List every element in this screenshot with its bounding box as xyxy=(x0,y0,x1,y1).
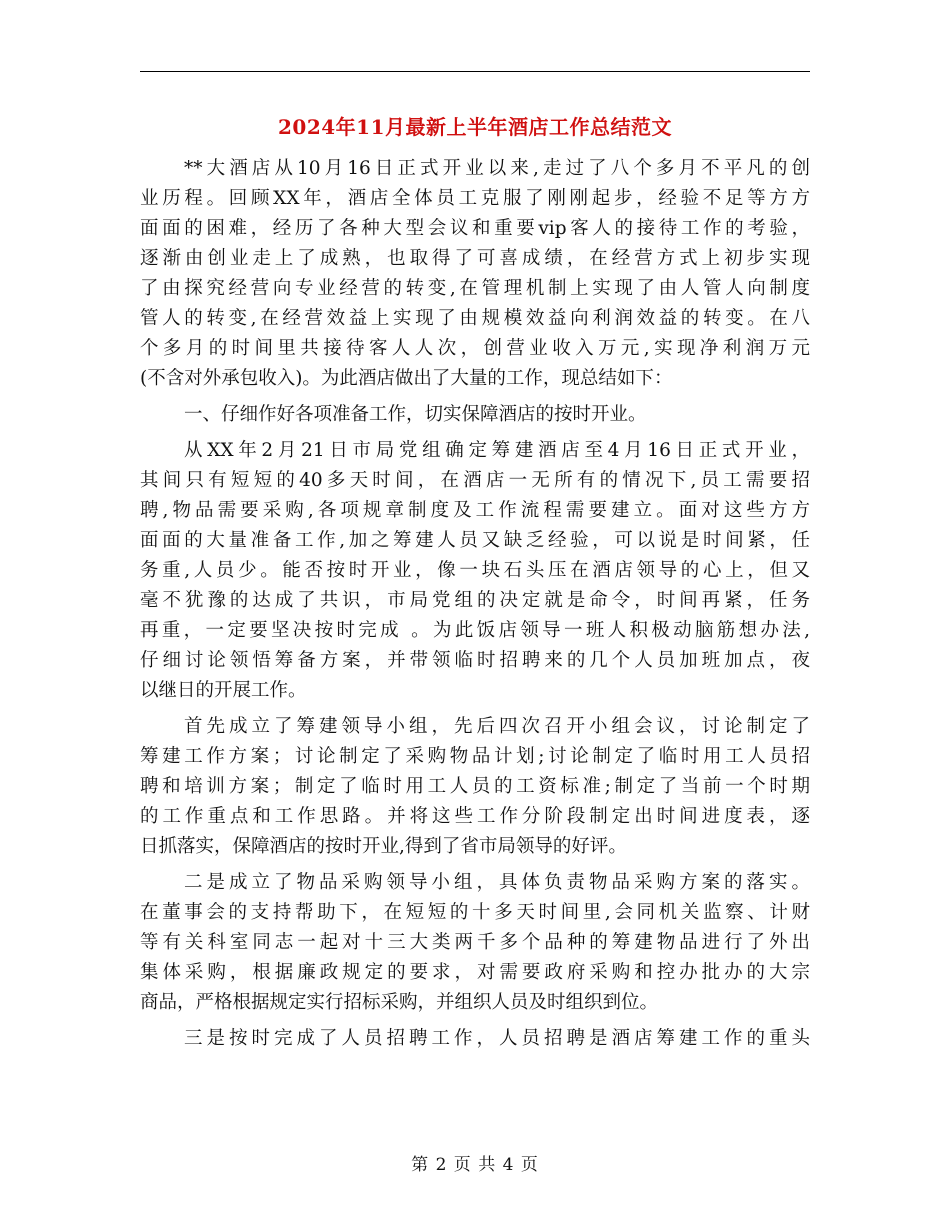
text-line: 仔细讨论领悟筹备方案，并带领临时招聘来的几个人员加班加点，夜 xyxy=(140,650,810,671)
text-line: 在董事会的支持帮助下，在短短的十多天时间里,会同机关监察、计财 xyxy=(140,902,810,923)
text-line: 再重，一定要坚决按时完成 。为此饭店领导一班人积极动脑筋想办法, xyxy=(140,620,810,641)
text-line: 的工作重点和工作思路。并将这些工作分阶段制定出时间进度表，逐 xyxy=(140,806,810,827)
text-line: 面面的困难，经历了各种大型会议和重要vip客人的接待工作的考验， xyxy=(140,218,810,239)
text-line: 首先成立了筹建领导小组，先后四次召开小组会议，讨论制定了 xyxy=(184,716,810,737)
text-line: 管人的转变,在经营效益上实现了由规模效益向利润效益的转变。在八 xyxy=(140,308,810,329)
paragraph xyxy=(140,1024,810,1054)
paragraph xyxy=(140,400,810,430)
paragraph xyxy=(140,154,810,394)
document-body xyxy=(140,154,810,1054)
text-line: 聘和培训方案；制定了临时用工人员的工资标准;制定了当前一个时期 xyxy=(140,776,810,797)
text-line: 二是成立了物品采购领导小组，具体负责物品采购方案的落实。 xyxy=(184,872,810,893)
text-line: (不含对外承包收入)。为此酒店做出了大量的工作，现总结如下： xyxy=(140,368,673,389)
text-line: 筹建工作方案；讨论制定了采购物品计划;讨论制定了临时用工人员招 xyxy=(140,746,810,767)
text-line: 以继日的开展工作。 xyxy=(140,680,307,701)
paragraph xyxy=(140,868,810,1018)
paragraph xyxy=(140,436,810,706)
text-line: 个多月的时间里共接待客人人次，创营业收入万元,实现净利润万元 xyxy=(140,338,810,359)
text-line: 逐渐由创业走上了成熟，也取得了可喜成绩，在经营方式上初步实现 xyxy=(140,248,810,269)
header-rule xyxy=(140,71,810,72)
text-line: 从XX年2月21日市局党组确定筹建酒店至4月16日正式开业， xyxy=(184,440,810,461)
text-line: 集体采购，根据廉政规定的要求，对需要政府采购和控办批办的大宗 xyxy=(140,962,810,983)
document-title: 2024年11月最新上半年酒店工作总结范文 xyxy=(278,115,672,139)
text-line: 三是按时完成了人员招聘工作，人员招聘是酒店筹建工作的重头 xyxy=(184,1028,810,1049)
text-line: 务重,人员少。能否按时开业，像一块石头压在酒店领导的心上，但又 xyxy=(140,560,810,581)
page-footer: 第 2 页 共 4 页 xyxy=(411,1155,539,1175)
paragraph xyxy=(140,712,810,862)
text-line: 日抓落实，保障酒店的按时开业,得到了省市局领导的好评。 xyxy=(140,836,627,857)
text-line: 一、仔细作好各项准备工作，切实保障酒店的按时开业。 xyxy=(184,404,647,425)
text-line: 其间只有短短的40多天时间，在酒店一无所有的情况下,员工需要招 xyxy=(140,470,810,491)
text-line: 商品，严格根据规定实行招标采购，并组织人员及时组织到位。 xyxy=(140,992,659,1013)
text-line: 毫不犹豫的达成了共识，市局党组的决定就是命令，时间再紧，任务 xyxy=(140,590,810,611)
text-line: 等有关科室同志一起对十三大类两千多个品种的筹建物品进行了外出 xyxy=(140,932,810,953)
text-line: 聘,物品需要采购,各项规章制度及工作流程需要建立。面对这些方方 xyxy=(140,500,810,521)
text-line: 面面的大量准备工作,加之筹建人员又缺乏经验，可以说是时间紧，任 xyxy=(140,530,810,551)
text-line: 业历程。回顾XX年，酒店全体员工克服了刚刚起步，经验不足等方方 xyxy=(140,188,810,209)
text-line: 了由探究经营向专业经营的转变,在管理机制上实现了由人管人向制度 xyxy=(140,278,810,299)
text-line: **大酒店从10月16日正式开业以来,走过了八个多月不平凡的创 xyxy=(184,158,810,179)
